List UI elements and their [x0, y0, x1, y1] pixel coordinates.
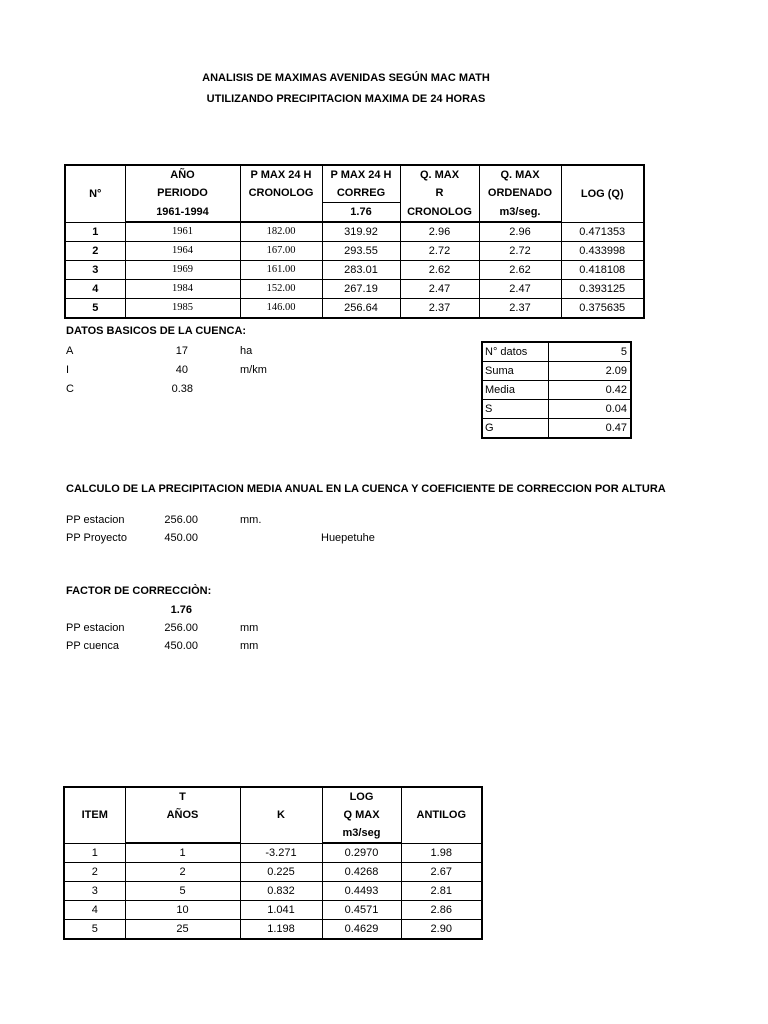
row-qord: 2.37	[479, 299, 561, 319]
row-t: 2	[125, 863, 240, 882]
main-data-table	[64, 164, 645, 319]
row-qord: 2.62	[479, 261, 561, 280]
calculo-pp-proyecto-label: PP Proyecto	[66, 532, 127, 544]
header-antilog: ANTILOG	[401, 787, 482, 843]
param-c-value: 0.38	[171, 383, 193, 395]
header-qmax-ord: Q. MAX	[479, 165, 561, 184]
flow-results-table	[63, 786, 483, 940]
stats-label: Media	[482, 381, 549, 400]
stats-value: 2.09	[549, 362, 632, 381]
row-antilog: 1.98	[401, 843, 482, 863]
calculo-pp-proyecto-value: 450.00	[164, 532, 198, 544]
row-k: -3.271	[240, 843, 322, 863]
row-item: 1	[64, 843, 125, 863]
calculo-pp-estacion-unit: mm.	[240, 514, 262, 526]
header-r: R	[400, 184, 479, 203]
row-pcorreg: 267.19	[322, 280, 400, 299]
stats-value: 0.42	[549, 381, 632, 400]
stats-value: 5	[549, 342, 632, 362]
header-qmax-cron: Q. MAX	[400, 165, 479, 184]
calculo-pp-proyecto-place: Huepetuhe	[321, 532, 375, 544]
header-unit: m3/seg.	[479, 203, 561, 223]
row-n: 4	[65, 280, 125, 299]
calculo-heading: CALCULO DE LA PRECIPITACION MEDIA ANUAL EN LA CUENCA Y COEFICIENTE DE CORRECCION POR ALTURA	[66, 483, 666, 495]
row-log: 0.4493	[322, 882, 401, 901]
row-pcorreg: 283.01	[322, 261, 400, 280]
row-antilog: 2.90	[401, 920, 482, 940]
row-log: 0.471353	[561, 222, 644, 242]
row-t: 10	[125, 901, 240, 920]
row-year: 1985	[125, 299, 240, 319]
row-log: 0.4268	[322, 863, 401, 882]
header-item: ITEM	[64, 787, 125, 843]
header-periodo: PERIODO	[125, 184, 240, 203]
header-period-range: 1961-1994	[125, 203, 240, 223]
row-antilog: 2.67	[401, 863, 482, 882]
row-n: 3	[65, 261, 125, 280]
header-ordenado: ORDENADO	[479, 184, 561, 203]
stats-label: N° datos	[482, 342, 549, 362]
stats-label: G	[482, 419, 549, 439]
row-log: 0.375635	[561, 299, 644, 319]
stats-row	[482, 400, 631, 419]
row-k: 1.041	[240, 901, 322, 920]
param-a-unit: ha	[240, 345, 253, 357]
row-year: 1969	[125, 261, 240, 280]
param-i-value: 40	[175, 364, 188, 376]
row-pcorreg: 293.55	[322, 242, 400, 261]
factor-pp-cuenca-value: 450.00	[164, 640, 198, 652]
row-log: 0.393125	[561, 280, 644, 299]
row-qord: 2.96	[479, 222, 561, 242]
table-row	[64, 901, 482, 920]
row-year: 1961	[125, 222, 240, 242]
stats-row	[482, 419, 631, 439]
header-log: LOG	[322, 787, 401, 806]
calculo-pp-estacion-label: PP estacion	[66, 514, 125, 526]
header-blank	[240, 203, 322, 223]
row-n: 1	[65, 222, 125, 242]
row-item: 3	[64, 882, 125, 901]
header-k: K	[240, 787, 322, 843]
row-pmax: 167.00	[240, 242, 322, 261]
row-pcorreg: 319.92	[322, 222, 400, 242]
factor-pp-estacion-value: 256.00	[164, 622, 198, 634]
table-row	[65, 299, 644, 319]
row-log: 0.418108	[561, 261, 644, 280]
row-pmax: 161.00	[240, 261, 322, 280]
row-pmax: 152.00	[240, 280, 322, 299]
row-t: 25	[125, 920, 240, 940]
header-t: T	[125, 787, 240, 806]
header-cronolog-q: CRONOLOG	[400, 203, 479, 223]
param-i-label: I	[66, 364, 70, 376]
header-correction-factor: 1.76	[322, 203, 400, 223]
row-year: 1984	[125, 280, 240, 299]
row-t: 1	[125, 843, 240, 863]
factor-pp-cuenca-unit: mm	[240, 640, 259, 652]
row-antilog: 2.86	[401, 901, 482, 920]
param-a-value: 17	[175, 345, 188, 357]
header-pcorreg: P MAX 24 H	[322, 165, 400, 184]
row-log: 0.4571	[322, 901, 401, 920]
stats-table	[481, 341, 632, 439]
row-year: 1964	[125, 242, 240, 261]
header-correg: CORREG	[322, 184, 400, 203]
row-k: 0.832	[240, 882, 322, 901]
table-row	[64, 882, 482, 901]
table-row	[65, 242, 644, 261]
stats-value: 0.47	[549, 419, 632, 439]
table-row	[65, 222, 644, 242]
header-cronolog: CRONOLOG	[240, 184, 322, 203]
table-row	[65, 280, 644, 299]
stats-label: Suma	[482, 362, 549, 381]
factor-value: 1.76	[170, 604, 192, 616]
table-row	[64, 843, 482, 863]
row-log: 0.2970	[322, 843, 401, 863]
factor-pp-estacion-unit: mm	[240, 622, 259, 634]
stats-value: 0.04	[549, 400, 632, 419]
param-c-label: C	[66, 383, 74, 395]
row-qcron: 2.47	[400, 280, 479, 299]
table-row	[65, 261, 644, 280]
header-qmax: Q MAX	[322, 806, 401, 824]
calculo-pp-estacion-value: 256.00	[164, 514, 198, 526]
row-pmax: 146.00	[240, 299, 322, 319]
row-qord: 2.47	[479, 280, 561, 299]
row-antilog: 2.81	[401, 882, 482, 901]
row-log: 0.433998	[561, 242, 644, 261]
row-n: 2	[65, 242, 125, 261]
table-row	[64, 863, 482, 882]
header-pmax: P MAX 24 H	[240, 165, 322, 184]
stats-row	[482, 342, 631, 362]
row-item: 5	[64, 920, 125, 940]
header-anios: AÑOS	[125, 806, 240, 824]
row-pmax: 182.00	[240, 222, 322, 242]
document-title: ANALISIS DE MAXIMAS AVENIDAS SEGÚN MAC MATH	[202, 72, 490, 84]
row-item: 4	[64, 901, 125, 920]
row-qcron: 2.37	[400, 299, 479, 319]
header-unit: m3/seg	[322, 824, 401, 843]
row-pcorreg: 256.64	[322, 299, 400, 319]
param-i-unit: m/km	[240, 364, 267, 376]
header-blank	[125, 824, 240, 843]
row-t: 5	[125, 882, 240, 901]
row-k: 1.198	[240, 920, 322, 940]
factor-heading: FACTOR DE CORRECCIÒN:	[66, 585, 212, 597]
row-item: 2	[64, 863, 125, 882]
row-k: 0.225	[240, 863, 322, 882]
stats-row	[482, 362, 631, 381]
param-a-label: A	[66, 345, 74, 357]
row-n: 5	[65, 299, 125, 319]
row-qord: 2.72	[479, 242, 561, 261]
row-qcron: 2.62	[400, 261, 479, 280]
factor-pp-estacion-label: PP estacion	[66, 622, 125, 634]
row-qcron: 2.96	[400, 222, 479, 242]
factor-pp-cuenca-label: PP cuenca	[66, 640, 120, 652]
stats-label: S	[482, 400, 549, 419]
row-log: 0.4629	[322, 920, 401, 940]
row-qcron: 2.72	[400, 242, 479, 261]
header-n: N°	[65, 165, 125, 222]
table-row	[64, 920, 482, 940]
header-anio: AÑO	[125, 165, 240, 184]
datos-basicos-heading: DATOS BASICOS DE LA CUENCA:	[66, 325, 247, 337]
stats-row	[482, 381, 631, 400]
document-subtitle: UTILIZANDO PRECIPITACION MAXIMA DE 24 HORAS	[206, 93, 486, 105]
header-log: LOG (Q)	[561, 165, 644, 222]
